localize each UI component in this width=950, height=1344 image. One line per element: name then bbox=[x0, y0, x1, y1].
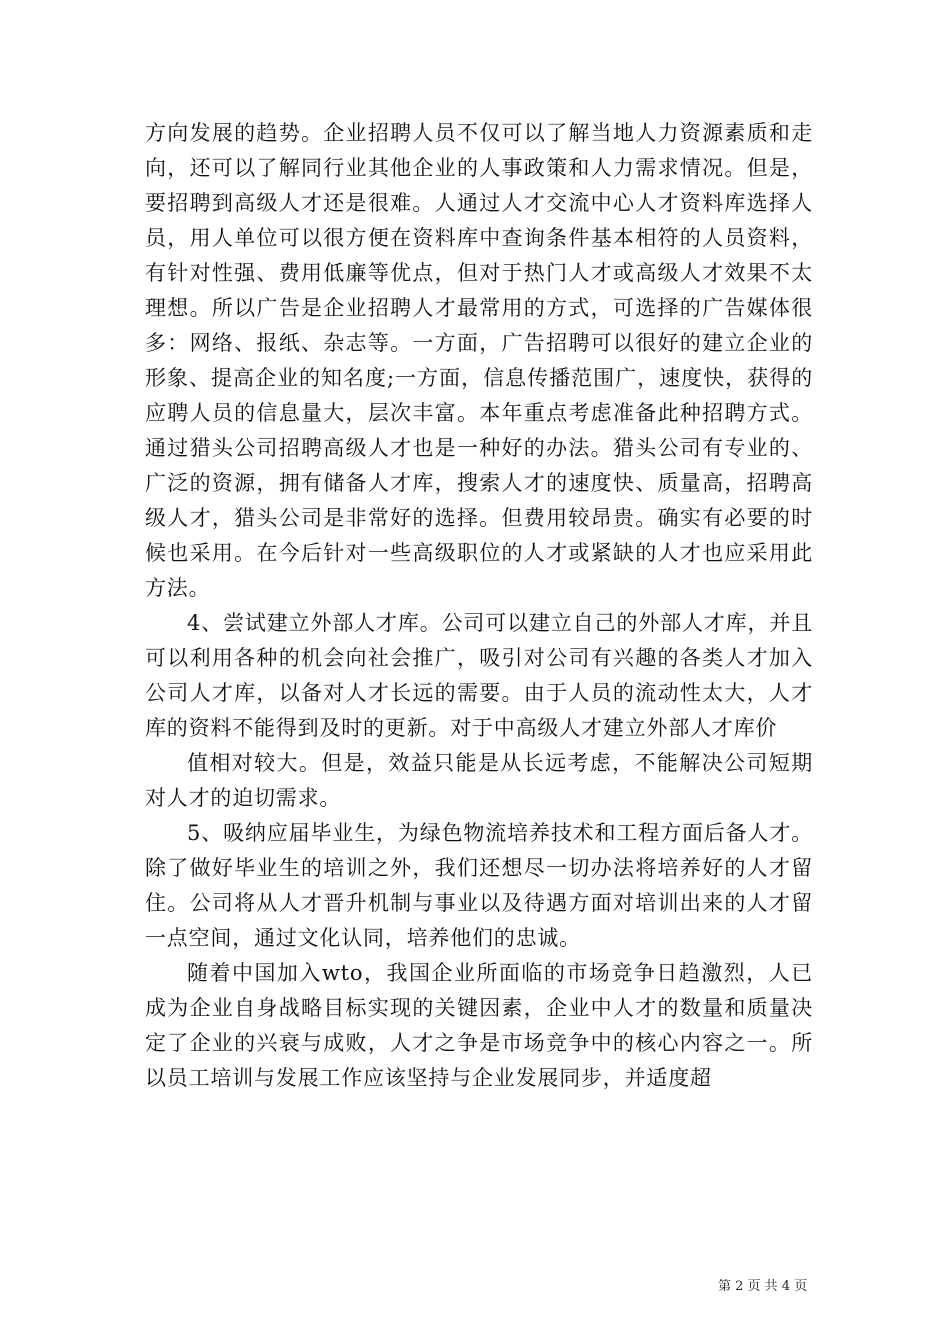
paragraph-long-term-value: 值相对较大。但是，效益只能是从长远考虑，不能解决公司短期对人才的迫切需求。 bbox=[145, 751, 813, 810]
paragraph-graduates: 5、吸纳应届毕业生，为绿色物流培养技术和工程方面后备人才。除了做好毕业生的培训之外，我们还想尽一切办法将培养好的人才留住。公司将从人才晋升机制与事业以及待遇方面对培训出来的人才留一点空间，通过文化认同，培养他们的忠诚。 bbox=[145, 821, 813, 950]
paragraph-external-talent-pool: 4、尝试建立外部人才库。公司可以建立自己的外部人才库，并且可以利用各种的机会向社会推广，吸引对公司有兴趣的各类人才加入公司人才库，以备对人才长远的需要。由于人员的流动性太大，人才库的资料不能得到及时的更新。对于中高级人才建立外部人才库价 bbox=[145, 611, 813, 740]
document-body bbox=[145, 116, 813, 1096]
paragraph-recruitment-channels: 方向发展的趋势。企业招聘人员不仅可以了解当地人力资源素质和走向，还可以了解同行业其他企业的人事政策和人力需求情况。但是，要招聘到高级人才还是很难。人通过人才交流中心人才资料库选择人员，用人单位可以很方便在资料库中查询条件基本相符的人员资料，有针对性强、费用低廉等优点，但对于热门人才或高级人才效果不太理想。所以广告是企业招聘人才最常用的方式，可选择的广告媒体很多：网络、报纸、杂志等。一方面，广告招聘可以很好的建立企业的形象、提高企业的知名度;一方面，信息传播范围广，速度快，获得的应聘人员的信息量大，层次丰富。本年重点考虑准备此种招聘方式。通过猎头公司招聘高级人才也是一种好的办法。猎头公司有专业的、广泛的资源，拥有储备人才库，搜索人才的速度快、质量高，招聘高级人才，猎头公司是非常好的选择。但费用较昂贵。确实有必要的时候也采用。在今后针对一些高级职位的人才或紧缺的人才也应采用此方法。 bbox=[145, 121, 813, 600]
page-number-footer: 第 2 页 共 4 页 bbox=[718, 1279, 808, 1294]
paragraph-wto-training: 随着中国加入wto，我国企业所面临的市场竞争日趋激烈，人已成为企业自身战略目标实现的关键因素，企业中人才的数量和质量决定了企业的兴衰与成败，人才之争是市场竞争中的核心内容之一。所以员工培训与发展工作应该坚持与企业发展同步，并适度超 bbox=[145, 961, 813, 1090]
